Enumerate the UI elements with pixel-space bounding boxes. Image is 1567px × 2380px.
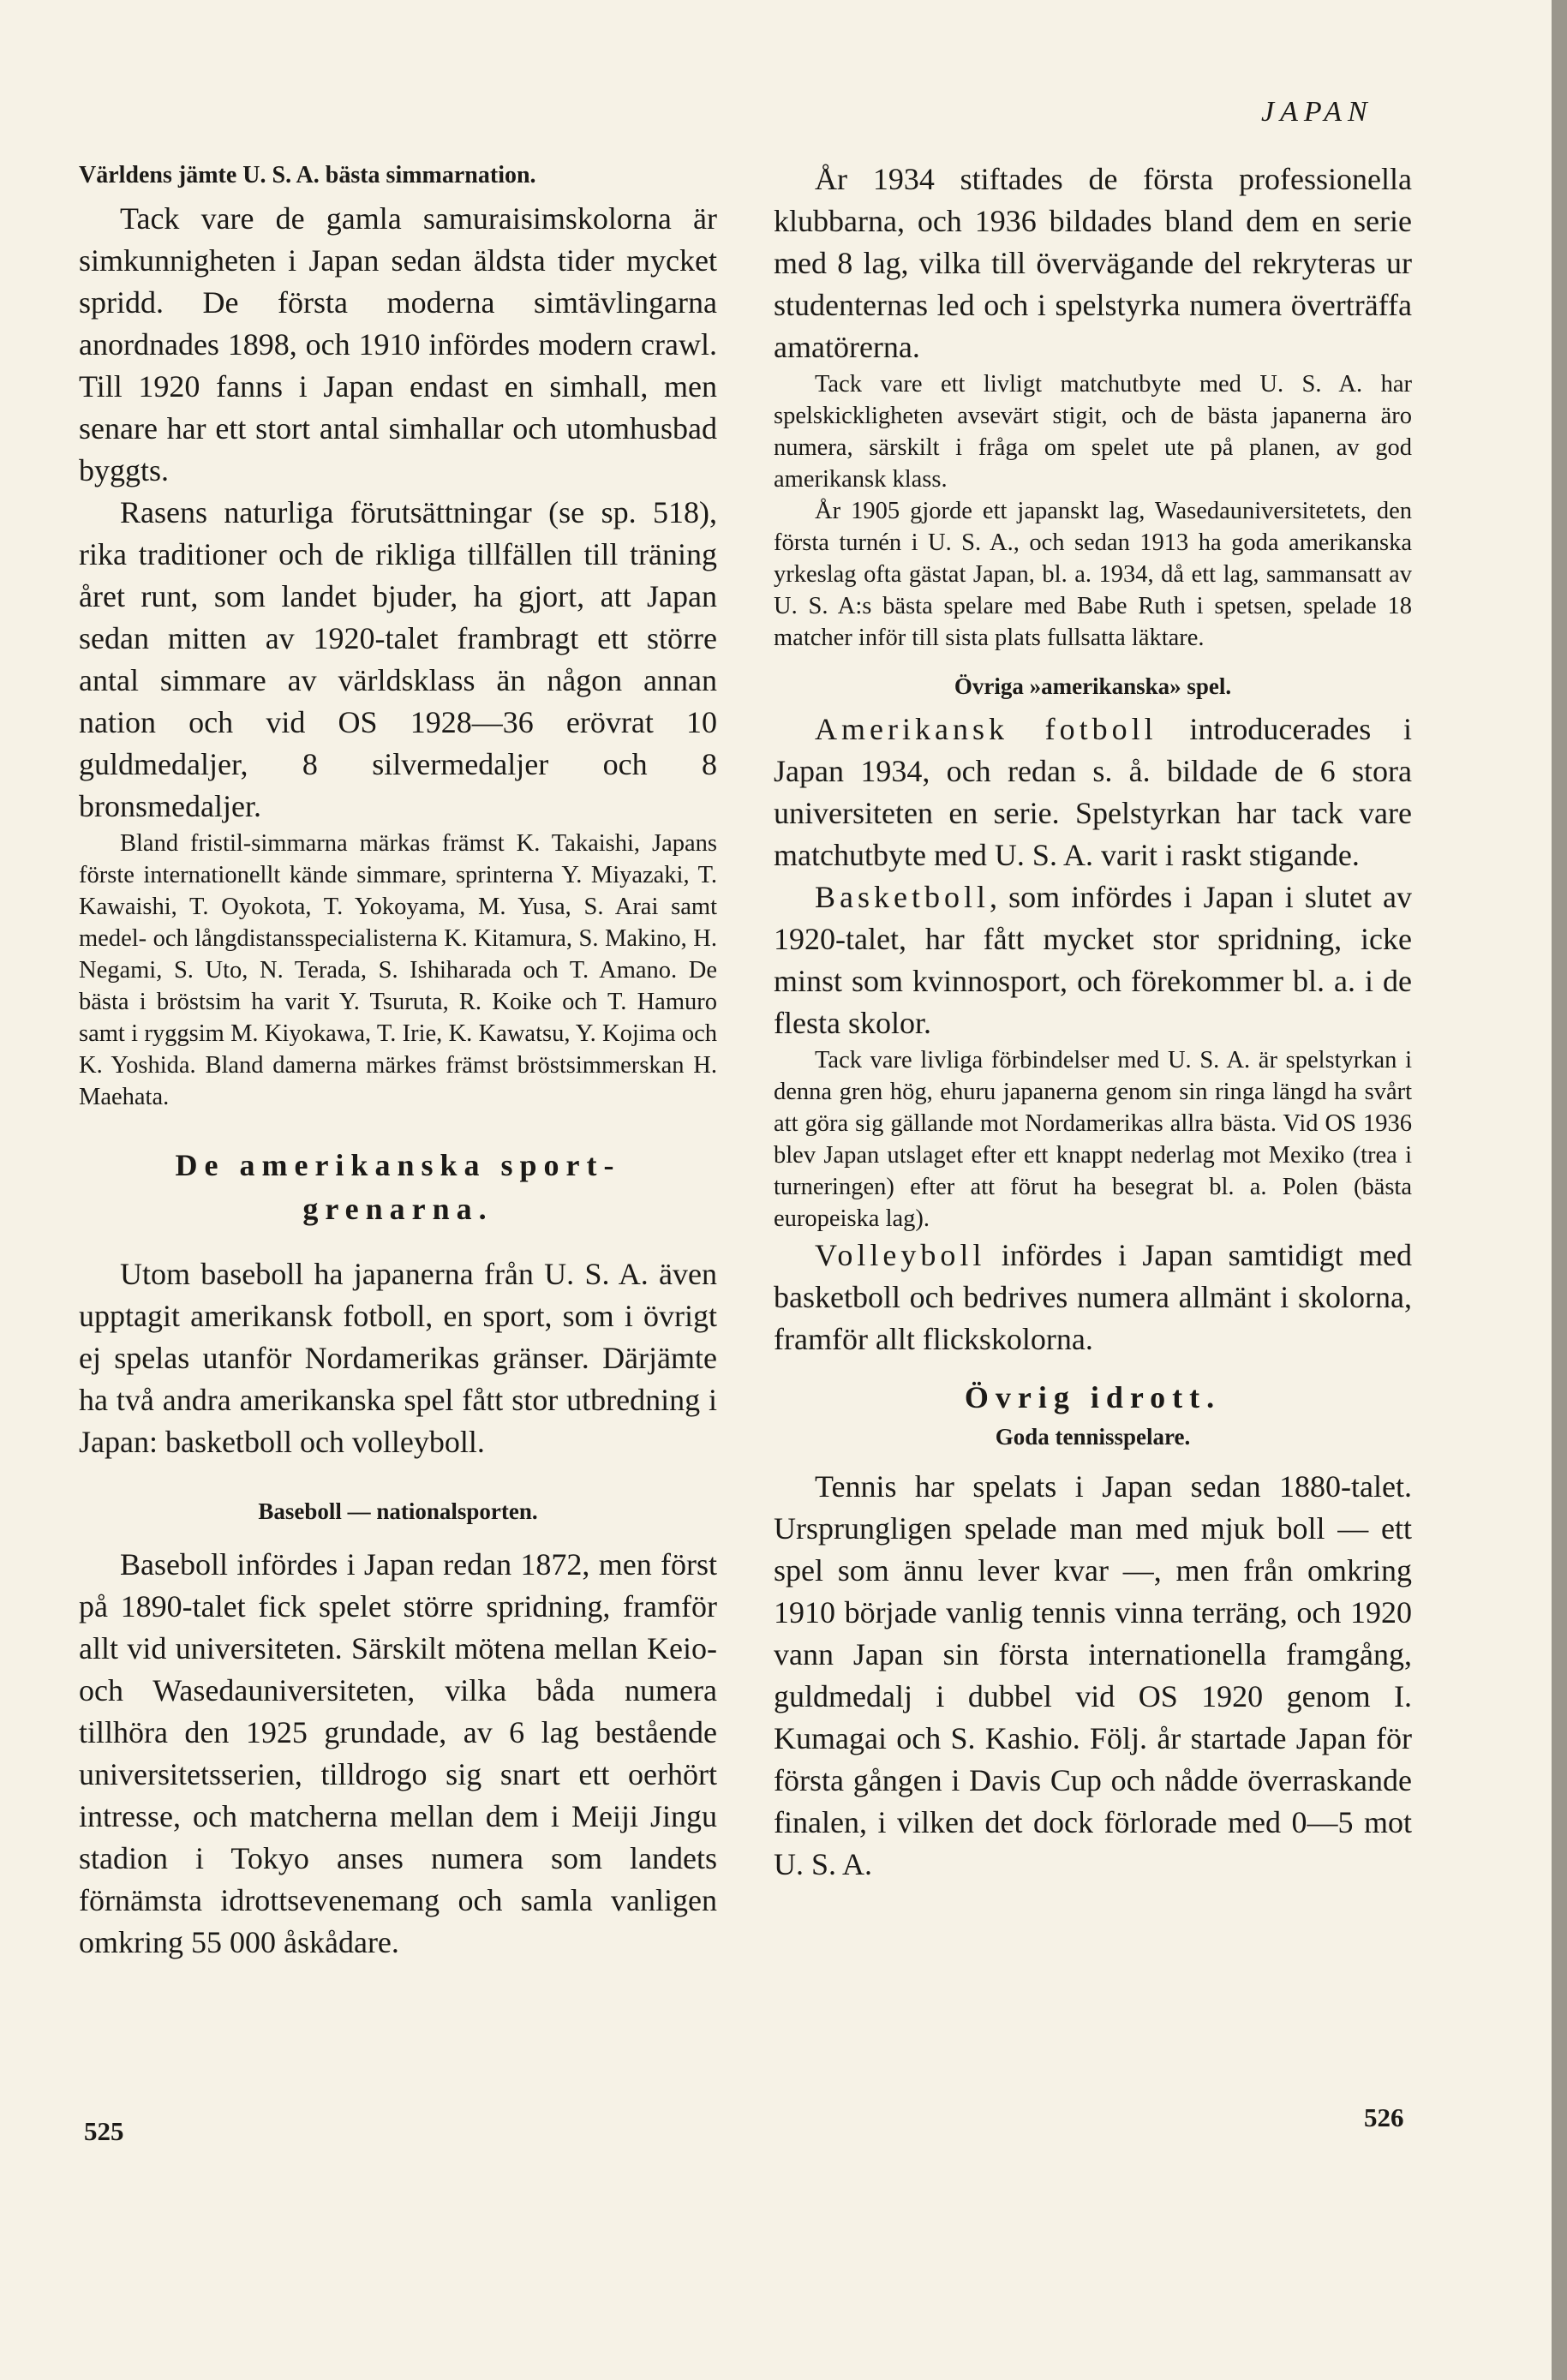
paragraph-small: Bland fristil-simmarna märkas främst K. Takaishi, Japans förste internationellt kände simmare, sprinterna Y. Miyazaki, T. Kawaishi, T. Oyokota, T. Yokoyama, M. Yusa, S. Arai samt medel- och långdistansspecialisterna K. Kitamura, S. Makino, H. Negami, S. Uto, N. Terada, S. Ishiharada och T. Amano. De bästa i bröstsim ha varit Y. Tsuruta, R. Koike och T. Hamuro samt i ryggsim M. Kiyokawa, T. Irie, K. Kawatsu, Y. Kojima och K. Yoshida. Bland damerna märkes främst bröstsimmerskan H. Maehata. xyxy=(79,830,717,1110)
paragraph-small: År 1905 gjorde ett japanskt lag, Wasedauniversitetets, den första turnén i U. S. A., och sedan 1913 ha goda amerikanska yrkeslag ofta gästat Japan, bl. a. 1934, då ett lag, sammansatt av U. S. A:s bästa spelare med Babe Ruth i spetsen, spelade 18 matcher inför till sista plats fullsatta läktare. xyxy=(774,498,1412,651)
spaced-lead: Amerikansk fotboll xyxy=(815,712,1157,746)
paragraph xyxy=(774,876,1412,1044)
section-heading-cont: grenarna. xyxy=(302,1192,493,1226)
spacer xyxy=(79,1113,717,1144)
paragraph: Utom baseboll ha japanerna från U. S. A. även upptagit amerikansk fotboll, en sport, som i övrigt ej spelas utanför Nordamerikas gränser. Därjämte ha två andra amerikanska spel fått stor utbredning i Japan: basketboll och volleyboll. xyxy=(79,1257,717,1459)
spaced-lead: Basketboll xyxy=(815,880,990,914)
paragraph xyxy=(774,1235,1412,1360)
paragraph: Tennis har spelats i Japan sedan 1880-talet. Ursprungligen spelade man med mjuk boll — ett spel som ännu lever kvar —, men från omkring 1910 började vanlig tennis vinna terräng, och 1920 vann Japan sin första internationella framgång, guldmedalj i dubbel vid OS 1920 genom I. Kumagai och S. Kashio. Följ. år startade Japan för första gången i Davis Cup och nådde överraskande finalen, i vilken det dock förlorade med 0—5 mot U. S. A. xyxy=(774,1469,1412,1881)
page-number-left: 525 xyxy=(84,2116,124,2146)
spacer xyxy=(79,1463,717,1494)
left-heading: Världens jämte U. S. A. bästa simmarnation. xyxy=(79,162,536,188)
paragraph xyxy=(774,709,1412,876)
spacer xyxy=(774,1360,1412,1376)
paragraph-text: infördes i Japan samtidigt med basketboll och bedrives numera allmänt i skolorna, framför allt flickskolorna. xyxy=(774,1238,1412,1356)
page-number-right: 526 xyxy=(1364,2102,1404,2132)
paragraph-small: Tack vare ett livligt matchutbyte med U. S. A. har spelskickligheten avsevärt stigit, och de bästa japanerna äro numera, särskilt i fråga om spelet ute på planen, av god amerikansk klass. xyxy=(774,371,1412,493)
running-head: JAPAN xyxy=(1261,96,1373,128)
paragraph: Tack vare de gamla samuraisimskolorna är simkunnigheten i Japan sedan äldsta tider mycket spridd. De första moderna simtävlingarna anordnades 1898, och 1910 infördes modern crawl. Till 1920 fanns i Japan endast en simhall, men senare har ett stort antal simhallar och utomhusbad byggts. xyxy=(79,201,717,487)
spacer xyxy=(774,654,1412,669)
subheading: Baseboll — nationalsporten. xyxy=(258,1498,538,1524)
page-edge xyxy=(1552,0,1567,2380)
paragraph: Baseboll infördes i Japan redan 1872, men först på 1890-talet fick spelet större spridning, framför allt vid universiteten. Särskilt mötena mellan Keio- och Wasedauniversiteten, vilka båda numera tillhöra den 1925 grundade, av 6 lag bestående universitetsserien, tilldrogo sig snart ett oerhört intresse, och matcherna mellan dem i Meiji Jingu stadion i Tokyo anses numera som landets förnämsta idrottsevenemang och samla vanligen omkring 55 000 åskådare. xyxy=(79,1547,717,1959)
subheading: Övriga »amerikanska» spel. xyxy=(954,673,1232,699)
paragraph-text: introducerades i Japan 1934, och redan s. å. bildade de 6 stora universiteten en serie. Spelstyrkan har tack vare matchutbyte med U. S. A. varit i raskt stigande. xyxy=(774,712,1413,872)
paragraph: År 1934 stiftades de första professionella klubbarna, och 1936 bildades bland dem en serie med 8 lag, vilka till övervägande del rekryteras ur studenternas led och i spelstyrka numera överträffa amatörerna. xyxy=(774,162,1412,364)
paragraph-small: Tack vare livliga förbindelser med U. S. A. är spelstyrkan i denna gren hög, ehuru japanerna genom sin ringa längd ha svårt att göra sig gällande mot Nordamerikas allra bästa. Vid OS 1936 blev Japan utslaget efter ett knappt nederlag mot Mexiko (trea i turneringen) efter att förut ha besegrat bl. a. Polen (bästa europeiska lag). xyxy=(774,1047,1412,1232)
paragraph-text: , som infördes i Japan i slutet av 1920-talet, har fått mycket stor spridning, icke minst som kvinnosport, och förekommer bl. a. i de flesta skolor. xyxy=(774,880,1412,1040)
section-heading: De amerikanska sport- xyxy=(175,1148,621,1182)
section-heading: Övrig idrott. xyxy=(964,1380,1222,1414)
spaced-lead: Volleyboll xyxy=(815,1238,986,1272)
paragraph: Rasens naturliga förutsättningar (se sp. 518), rika traditioner och de rikliga tillfällen till träning året runt, som landet bjuder, ha gjort, att Japan sedan mitten av 1920-talet frambragt ett större antal simmare av världsklass än någon annan nation och vid OS 1928—36 erövrat 10 guldmedaljer, 8 silvermedaljer och 8 bronsmedaljer. xyxy=(79,495,717,823)
right-column xyxy=(774,158,1412,1886)
subheading: Goda tennisspelare. xyxy=(995,1424,1191,1450)
left-column xyxy=(79,158,717,1964)
